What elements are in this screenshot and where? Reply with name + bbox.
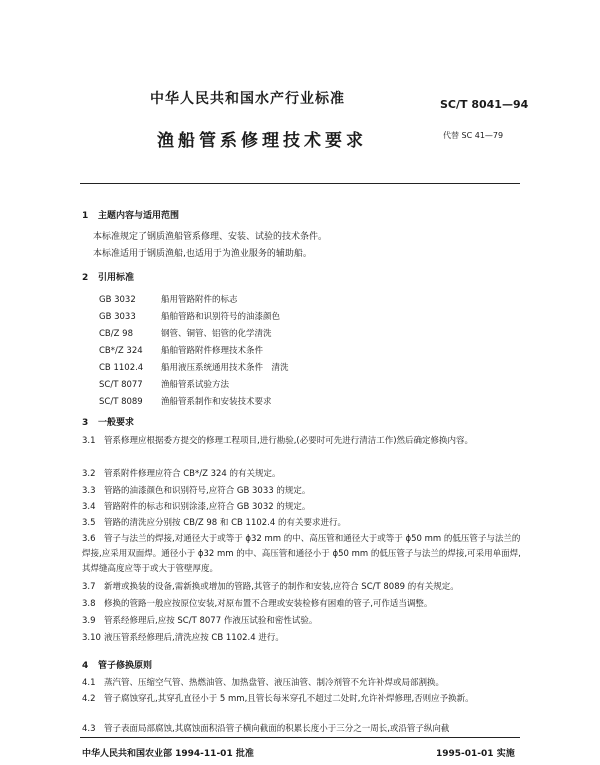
section-title: 一般要求	[98, 418, 135, 428]
clause-text: 管路附件的标志和识别涂漆,应符合 GB 3032 的规定。	[104, 502, 311, 512]
clause-text: 管子表面局部腐蚀,其腐蚀面积沿管子横向截面的积累长度小于三分之一周长,或沿管子纵向截	[104, 724, 450, 734]
approval-info: 中华人民共和国农业部 1994-11-01 批准	[82, 749, 254, 759]
reference-code: CB/Z 98	[99, 329, 133, 339]
clause-number: 3.1	[82, 436, 96, 446]
clause-number: 3.9	[82, 616, 96, 626]
reference-item	[99, 395, 272, 407]
clause	[82, 532, 522, 577]
clause	[82, 692, 522, 707]
section-title: 引用标准	[98, 273, 135, 283]
clause-text: 管系经修理后,应按 SC/T 8077 作液压试验和密性试验。	[104, 616, 318, 626]
clause-text: 新增或换装的设备,需新换或增加的管路,其管子的制作和安装,应符合 SC/T 8089 的有关规定。	[104, 582, 459, 592]
section-1-heading	[82, 208, 179, 221]
clause-number: 4.3	[82, 724, 96, 734]
clause	[82, 676, 522, 691]
section-4-heading	[82, 658, 152, 671]
clause-number: 3.4	[82, 502, 96, 512]
reference-code: CB*/Z 324	[99, 346, 143, 356]
section-2-heading	[82, 270, 134, 283]
clause-number: 3.3	[82, 486, 96, 496]
clause	[82, 467, 522, 482]
clause	[82, 500, 522, 515]
reference-item	[99, 327, 272, 339]
clause-number: 3.7	[82, 582, 96, 592]
clause-text: 液压管系经修理后,清洗应按 CB 1102.4 进行。	[104, 633, 284, 643]
clause-number: 4.2	[82, 694, 96, 704]
clause	[82, 484, 522, 499]
clause-text: 管路的清洗应分别按 CB/Z 98 和 CB 1102.4 的有关要求进行。	[104, 518, 346, 528]
reference-title: 渔船管系试验方法	[161, 380, 230, 390]
section-title: 主题内容与适用范围	[98, 211, 180, 221]
clause	[82, 597, 522, 612]
section-number: 3	[82, 418, 89, 428]
document-title: 渔船管系修理技术要求	[157, 131, 367, 151]
section-1-paragraph: 本标准规定了钢质渔船管系修理、安装、试验的技术条件。	[93, 232, 328, 242]
clause	[82, 631, 522, 646]
clause-number: 3.8	[82, 599, 96, 609]
clause	[82, 434, 522, 449]
reference-item	[99, 378, 229, 390]
issuing-organization: 中华人民共和国水产行业标准	[150, 91, 345, 107]
clause-text: 修换的管路一般应按原位安装,对原布置不合理或安装检修有困难的管子,可作适当调整。	[104, 599, 433, 609]
clause-number: 3.2	[82, 469, 96, 479]
clause-text: 管路的油漆颜色和识别符号,应符合 GB 3033 的规定。	[104, 486, 311, 496]
clause-number: 3.5	[82, 518, 96, 528]
section-1-paragraph: 本标准适用于钢质渔船,也适用于为渔业服务的辅助船。	[93, 249, 312, 259]
section-number: 1	[82, 211, 89, 221]
reference-title: 船舶管路附件修理技术条件	[161, 346, 264, 356]
clause-text: 蒸汽管、压缩空气管、热燃油管、加热盘管、液压油管、制冷剂管不允许补焊或局部割换。	[104, 678, 445, 688]
standard-code: SC/T 8041—94	[440, 98, 529, 111]
footer-divider	[80, 737, 520, 738]
reference-title: 船舶管路和识别符号的油漆颜色	[161, 312, 281, 322]
clause-text: 管子腐蚀穿孔,其穿孔直径小于 5 mm,且管长每米穿孔不超过二处时,允许补焊修理,否则应予换新。	[104, 694, 474, 704]
clause	[82, 614, 522, 629]
reference-title: 船用管路附件的标志	[161, 295, 238, 305]
reference-code: SC/T 8089	[99, 397, 143, 407]
reference-title: 钢管、铜管、铝管的化学清洗	[161, 329, 272, 339]
reference-item	[99, 361, 289, 373]
clause	[82, 722, 522, 737]
section-3-heading	[82, 415, 134, 428]
reference-code: GB 3032	[99, 295, 136, 305]
section-title: 管子修换原则	[98, 661, 153, 671]
header-divider	[80, 183, 520, 184]
reference-title: 船用液压系统通用技术条件 清洗	[161, 363, 289, 373]
replaces-standard: 代替 SC 41—79	[443, 131, 504, 140]
clause-text: 管系附件修理应符合 CB*/Z 324 的有关规定。	[104, 469, 281, 479]
effective-date: 1995-01-01 实施	[436, 749, 515, 759]
section-number: 4	[82, 661, 89, 671]
reference-item	[99, 344, 263, 356]
clause-text: 管系修理应根据委方提交的修理工程项目,进行勘验,(必要时可先进行清洁工作)然后确定修换内容。	[104, 436, 474, 446]
clause-number: 4.1	[82, 678, 96, 688]
clause-number: 3.6	[82, 534, 96, 544]
clause	[82, 516, 522, 531]
reference-code: CB 1102.4	[99, 363, 144, 373]
reference-code: SC/T 8077	[99, 380, 143, 390]
reference-item	[99, 293, 238, 305]
reference-code: GB 3033	[99, 312, 136, 322]
section-number: 2	[82, 273, 89, 283]
clause-text: 管子与法兰的焊接,对通径大于或等于 ϕ32 mm 的中、高压管和通径大于或等于 ϕ50 mm 的低压管子与法兰的焊接,应采用双面焊。通径小于 ϕ32 mm 的中、高压管和通径小于 ϕ50 mm 的低压管子与法兰的焊接,可采用单面焊,其焊缝高度应等于或大于管壁厚度。	[82, 534, 521, 574]
clause	[82, 580, 522, 595]
reference-title: 渔船管系制作和安装技术要求	[161, 397, 272, 407]
reference-item	[99, 310, 280, 322]
clause-number: 3.10	[82, 633, 101, 643]
